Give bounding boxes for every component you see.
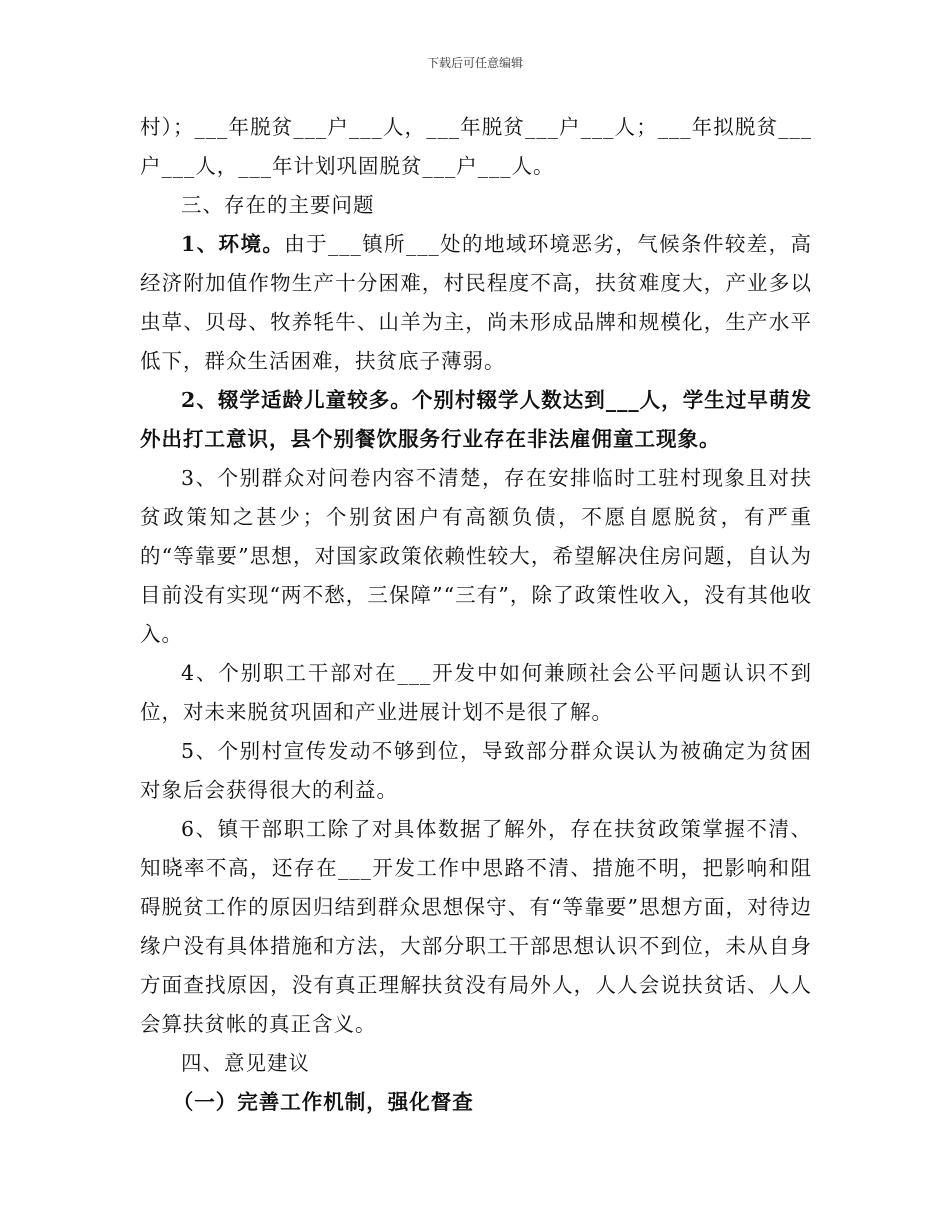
- paragraph-environment-title: 1、环境。: [181, 232, 285, 256]
- paragraph-publicity: 5、个别村宣传发动不够到位，导致部分群众误认为被确定为贫困对象后会获得很大的利益。: [140, 739, 812, 802]
- subsection-heading-mechanism: （一）完善工作机制，强化督查: [172, 1090, 474, 1114]
- page-header: 下载后可任意编辑: [426, 56, 523, 70]
- paragraph-town-cadres: 6、镇干部职工除了对具体数据了解外，存在扶贫政策掌握不清、知晓率不高，还存在___开发工作中思路不清、措施不明，把影响和阻碍脱贫工作的原因归结到群众思想保守、有“等靠要”思想方面，对待边缘户没有具体措施和方法，大部分职工干部思想认识不到位，未从自身方面查找原因，没有真正理解扶贫没有局外人，人人会说扶贫话、人人会算扶贫帐的真正含义。: [140, 817, 812, 1036]
- paragraph-awareness: 3、个别群众对问卷内容不清楚，存在安排临时工驻村现象且对扶贫政策知之甚少；个别贫困户有高额负债，不愿自愿脱贫，有严重的“等靠要”思想，对国家政策依赖性较大，希望解决住房问题，自认为目前没有实现“两不愁，三保障”“三有”，除了政策性收入，没有其他收入。: [140, 466, 812, 646]
- paragraph-environment-body: 由于___镇所___处的地域环境恶劣，气候条件较差，高经济附加值作物生产十分困难，村民程度不高，扶贫难度大，产业多以虫草、贝母、牧养牦牛、山羊为主，尚未形成品牌和规模化，生产水平低下，群众生活困难，扶贫底子薄弱。: [140, 232, 813, 373]
- section-heading-problems: 三、存在的主要问题: [181, 193, 375, 217]
- document-body: [140, 108, 812, 1122]
- section-heading-suggestions: 四、意见建议: [181, 1051, 310, 1075]
- paragraph-poverty-stats: 村）；___年脱贫___户___人，___年脱贫___户___人；___年拟脱贫___户___人，___年计划巩固脱贫___户___人。: [140, 115, 812, 178]
- paragraph-dropout: 2、辍学适龄儿童较多。个别村辍学人数达到___人，学生过早萌发外出打工意识，县个别餐饮服务行业存在非法雇佣童工现象。: [140, 388, 812, 451]
- paragraph-environment: [140, 225, 812, 381]
- paragraph-cadres-understanding: 4、个别职工干部对在___开发中如何兼顾社会公平问题认识不到位，对未来脱贫巩固和产业进展计划不是很了解。: [140, 661, 812, 724]
